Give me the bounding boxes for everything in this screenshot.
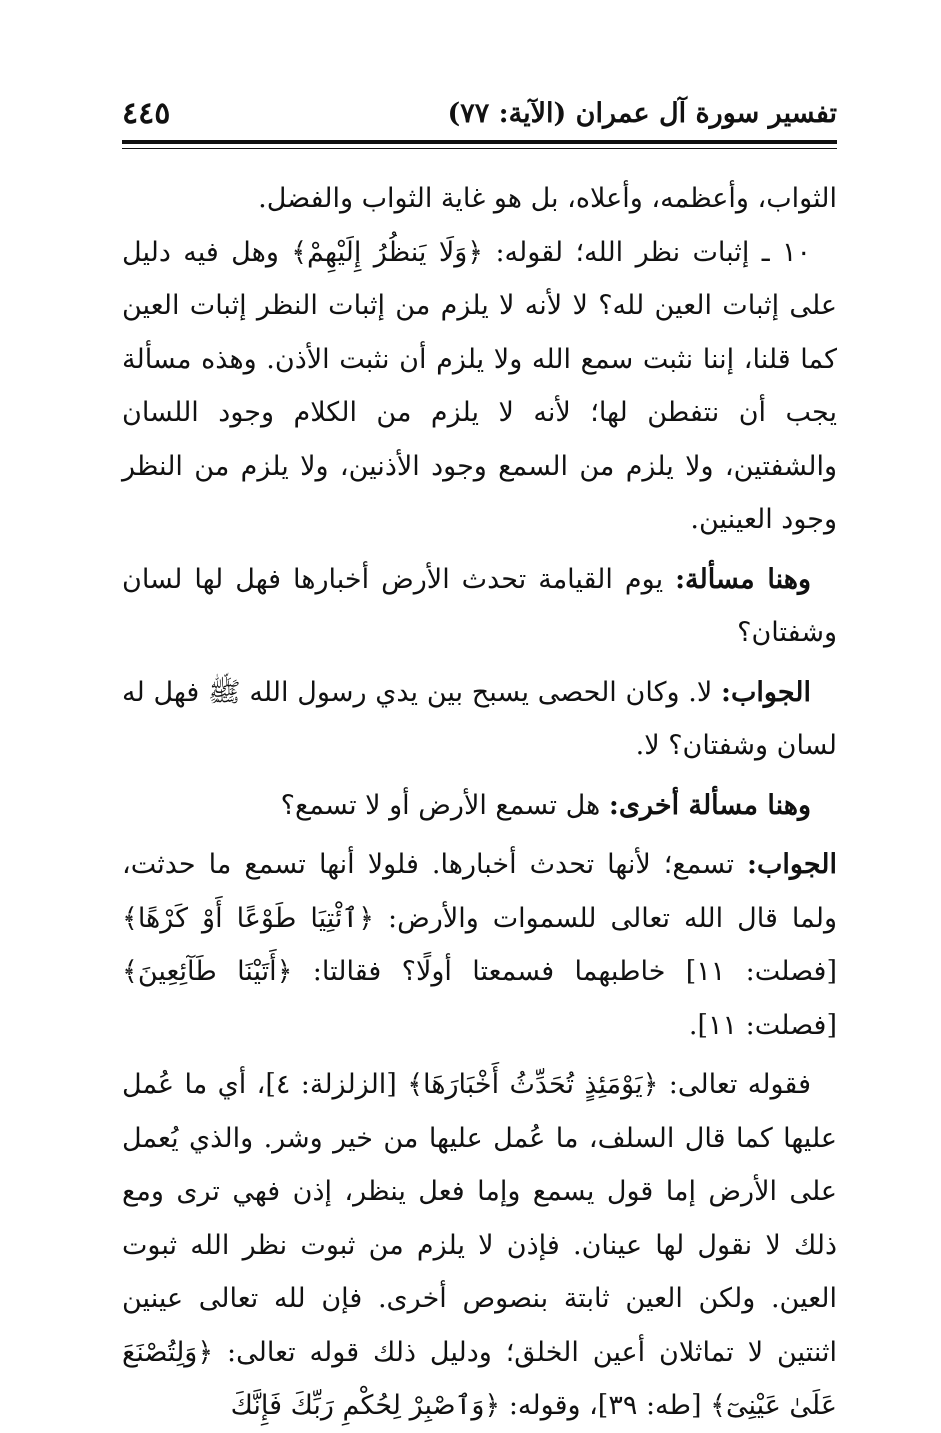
- paragraph-text: هل تسمع الأرض أو لا تسمع؟: [280, 789, 609, 821]
- paragraph-7: [122, 1058, 837, 1433]
- paragraph-lead: وهنا مسألة أخرى:: [608, 789, 811, 821]
- header-rule-thick: [122, 140, 837, 144]
- paragraph-4: [122, 666, 837, 773]
- header-rule-thin: [122, 148, 837, 149]
- page-number: ٤٤٥: [122, 96, 171, 131]
- running-title: تفسير سورة آل عمران (الآية: ٧٧): [447, 98, 837, 129]
- paragraph-text: لا. وكان الحصى يسبح بين يدي رسول الله ﷺ فهل له لسان وشفتان؟ لا.: [122, 676, 837, 761]
- paragraph-lead: الجواب:: [721, 676, 811, 708]
- paragraph-lead: وهنا مسألة:: [675, 563, 812, 595]
- page-header: [122, 96, 837, 136]
- paragraph-text: الثواب، وأعظمه، وأعلاه، بل هو غاية الثواب والفضل.: [258, 183, 837, 214]
- paragraph-text: يوم القيامة تحدث الأرض أخبارها فهل لها لسان وشفتان؟: [122, 563, 837, 648]
- page-body: [122, 172, 837, 1433]
- paragraph-text: فقوله تعالى: ﴿يَوْمَئِذٍ تُحَدِّثُ أَخْبَارَهَا﴾ [الزلزلة: ٤]، أي ما عُمل عليها كما قال السلف، ما عُمل عليها من خير وشر. والذي يُعمل على الأرض إما قول يسمع وإما فعل ينظر، إذن فهي ترى ومع ذلك لا نقول لها عينان. فإذن لا يلزم من ثبوت نظر الله ثبوت العين. ولكن العين ثابتة بنصوص أخرى. فإن لله تعالى عينين اثنتين لا تماثلان أعين الخلق؛ ودليل ذلك قوله تعالى: ﴿وَلِتُصْنَعَ عَلَىٰ عَيْنِىٓ﴾ [طه: ٣٩]، وقوله: ﴿وَٱصْبِرْ لِحُكْمِ رَبِّكَ فَإِنَّكَ: [122, 1069, 837, 1421]
- paragraph-5: [122, 779, 837, 833]
- paragraph-6: [122, 838, 837, 1052]
- paragraph-lead: الجواب:: [747, 849, 837, 880]
- paragraph-2: [122, 226, 837, 547]
- paragraph-text: تسمع؛ لأنها تحدث أخبارها. فلولا أنها تسمع ما حدثت، ولما قال الله تعالى للسموات والأرض: ﴿ٱئْتِيَا طَوْعًا أَوْ كَرْهًا﴾ [فصلت: ١١] خاطبهما فسمعتا أولًا؟ فقالتا: ﴿أَتَيْنَا طَآئِعِينَ﴾ [فصلت: ١١].: [122, 849, 837, 1041]
- paragraph-1: [122, 172, 837, 226]
- paragraph-3: [122, 553, 837, 660]
- paragraph-text: ١٠ ـ إثبات نظر الله؛ لقوله: ﴿وَلَا يَنظُرُ إِلَيْهِمْ﴾ وهل فيه دليل على إثبات العين لله؟ لا لأنه لا يلزم من إثبات النظر إثبات العين كما قلنا، إننا نثبت سمع الله ولا يلزم أن نثبت الأذن. وهذه مسألة يجب أن نتفطن لها؛ لأنه لا يلزم من الكلام وجود اللسان والشفتين، ولا يلزم من السمع وجود الأذنين، ولا يلزم من النظر وجود العينين.: [122, 236, 837, 535]
